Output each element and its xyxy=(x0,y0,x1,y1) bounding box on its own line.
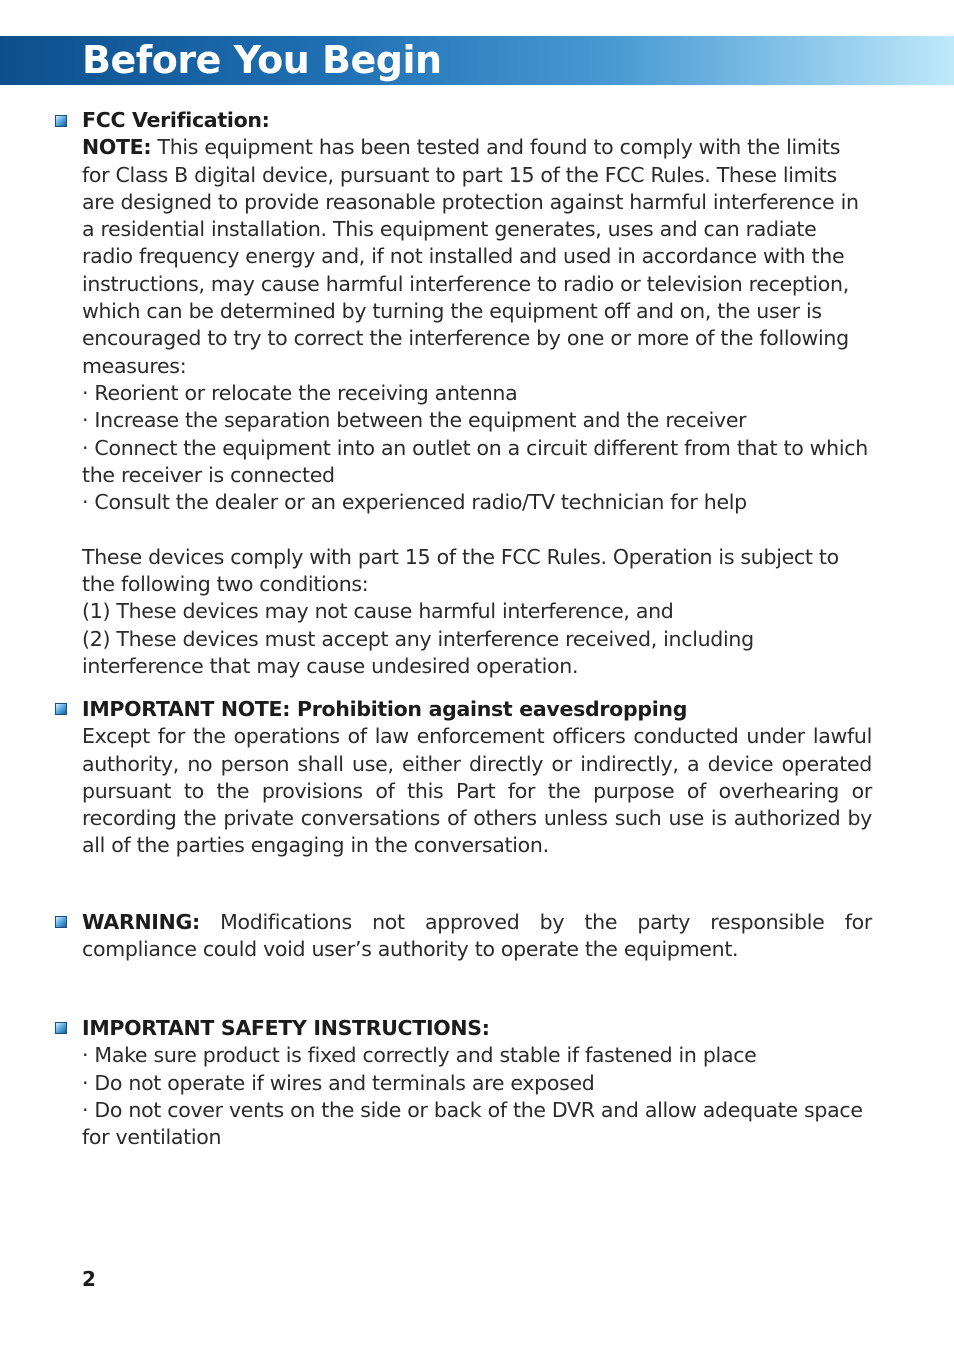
note-text: This equipment has been tested and found to comply with the limits for Class B digital device, pursuant to part 15 of the FCC Rules. These limits are designed to provide reasonable protection against harmful interference in a residential installation. This equipment generates, uses and can radiate radio frequency energy and, if not installed and used in accordance with the instructions, may cause harmful interference to radio or television reception, which can be determined by turning the equipment off and on, the user is encouraged to try to correct the interference by one or more of the following measures: xyxy=(82,135,859,378)
fcc-note xyxy=(82,134,872,380)
warning-label: WARNING: xyxy=(82,910,200,934)
condition-item: (2) These devices must accept any interference received, including interference that may cause undesired operation. xyxy=(82,626,754,678)
compliance-intro: These devices comply with part 15 of the FCC Rules. Operation is subject to the following two conditions: xyxy=(82,544,839,597)
measure-item: · Connect the equipment into an outlet on a circuit different from that to which the receiver is connected xyxy=(82,435,868,487)
measure-item: · Consult the dealer or an experienced radio/TV technician for help xyxy=(82,490,747,515)
page-title: Before You Begin xyxy=(82,38,442,82)
safety-item: · Do not cover vents on the side or back of the DVR and allow adequate space for ventilation xyxy=(82,1097,863,1150)
safety-text xyxy=(82,1015,872,1151)
warning-paragraph xyxy=(82,909,872,964)
safety-heading: IMPORTANT SAFETY INSTRUCTIONS: xyxy=(82,1016,490,1040)
condition-item: (1) These devices may not cause harmful interference, and xyxy=(82,599,674,624)
fcc-text xyxy=(82,107,872,680)
note-label: NOTE: xyxy=(82,135,152,160)
paragraph-gap xyxy=(82,516,872,543)
square-bullet-icon xyxy=(55,916,67,928)
square-bullet-icon xyxy=(55,115,67,127)
eavesdropping-heading: IMPORTANT NOTE: Prohibition against eavesdropping xyxy=(82,697,688,721)
eavesdropping-body: Except for the operations of law enforcement officers conducted under lawful authority, no person shall use, either directly or indirectly, a device operated pursuant to the provisions of this Part for the purpose of overhearing or recording the private conversations of others unless such use is authorized by all of the parties engaging in the conversation. xyxy=(82,724,872,858)
measure-item: · Increase the separation between the equipment and the receiver xyxy=(82,408,747,433)
safety-item: · Make sure product is fixed correctly and stable if fastened in place xyxy=(82,1043,757,1068)
square-bullet-icon xyxy=(55,1022,67,1034)
page-number: 2 xyxy=(82,1267,96,1291)
warning-text xyxy=(82,909,872,964)
fcc-heading: FCC Verification: xyxy=(82,108,270,132)
warning-body: Modifications not approved by the party responsible for compliance could void user’s authority to operate the equipment. xyxy=(82,910,872,962)
safety-item: · Do not operate if wires and terminals are exposed xyxy=(82,1070,595,1095)
square-bullet-icon xyxy=(55,703,67,715)
measure-item: · Reorient or relocate the receiving antenna xyxy=(82,380,518,405)
eavesdropping-text xyxy=(82,696,872,860)
